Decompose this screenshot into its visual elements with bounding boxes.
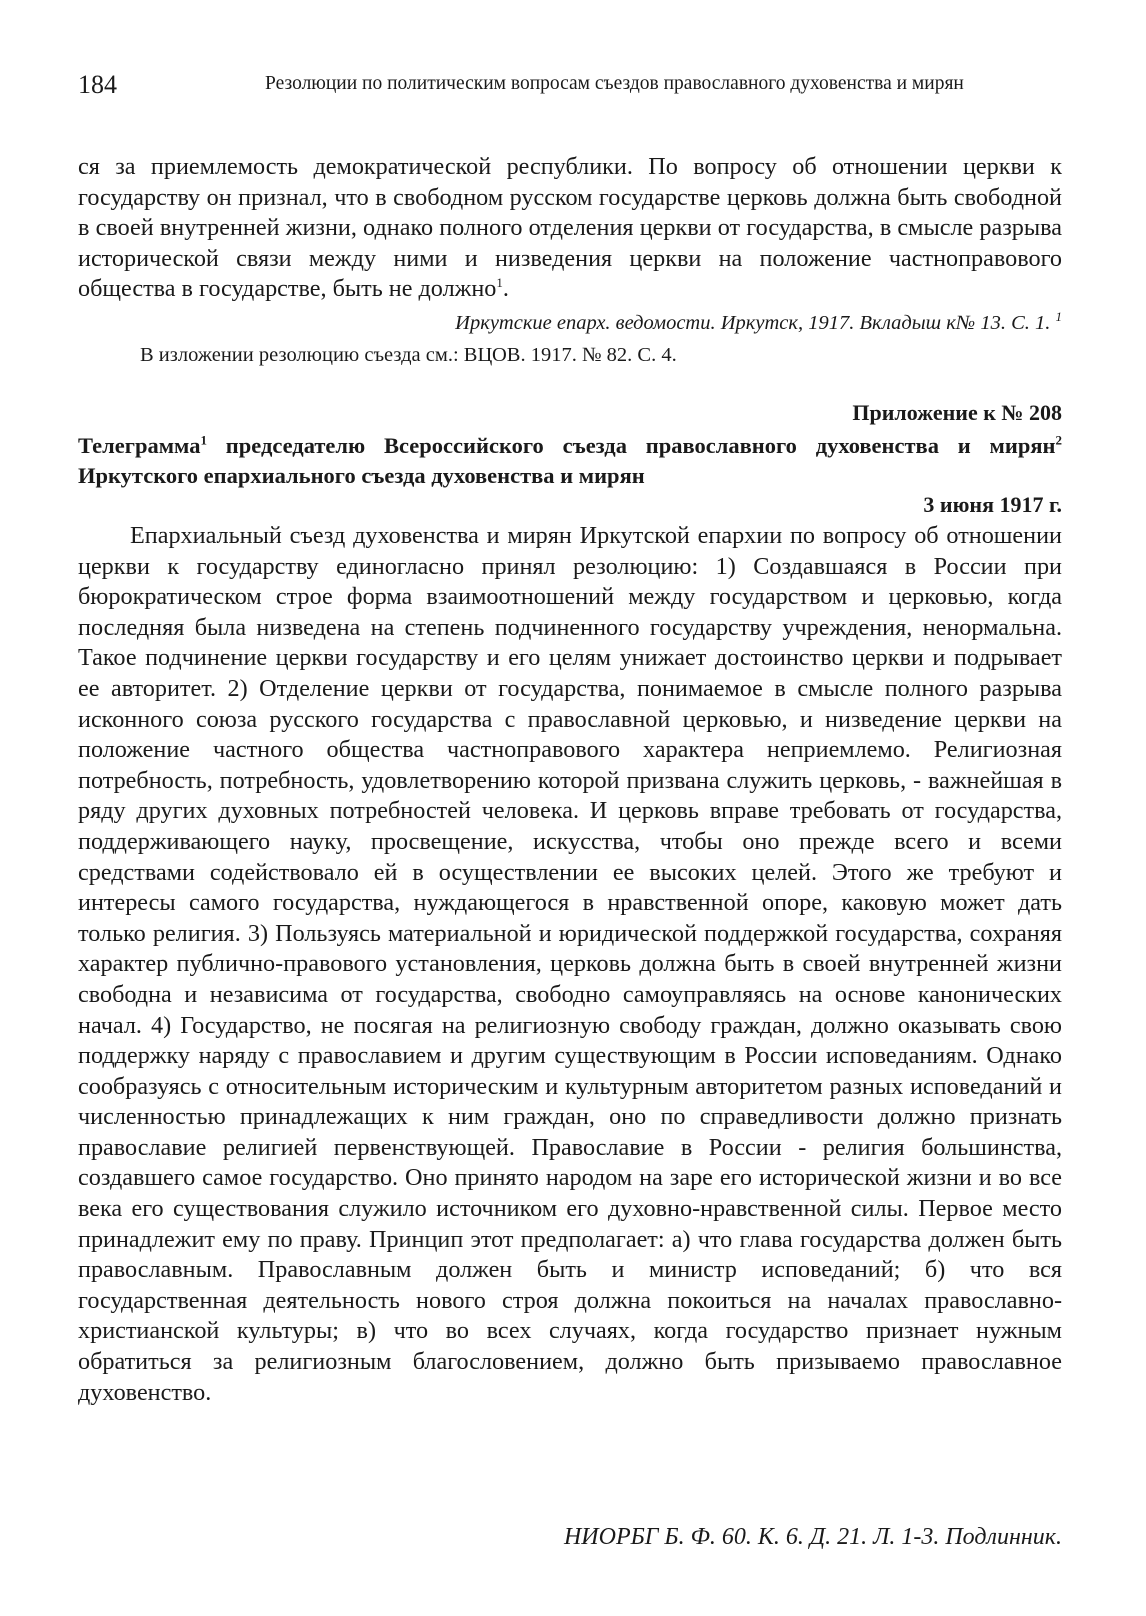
source-citation [455, 309, 1062, 335]
document-date: 3 июня 1917 г. [923, 492, 1062, 517]
footnote-marker: 1 [496, 275, 503, 291]
continuation-paragraph [78, 152, 1062, 305]
document-title [78, 431, 1062, 491]
source-footnote-marker: 1 [1055, 309, 1062, 325]
appendix-label: Приложение к № 208 [852, 400, 1062, 425]
continuation-end: . [502, 275, 509, 303]
continuation-text: ся за приемлемость демократической республики. По вопросу об отношении церкви к государству он признал, что в свободном русском государстве церковь должна быть свободной в своей внутренней жизни, однако полного отделения церкви от государства, в смысле разрыва исторической связи между ними и низведения церкви на положение частноправового общества в государстве, быть не должно [78, 153, 1062, 303]
body-paragraph: Епархиальный съезд духовенства и мирян Иркутской епархии по вопросу об отношении церкви к государству единогласно принял резолюцию: 1) Создавшаяся в России при бюрократическом строе форма взаимоотношений между государством и церковью, когда последняя была низведена на степень подчиненного государству учреждения, ненормальна. Такое подчинение церкви государству и его целям унижает достоинство церкви и подрывает ее авторитет. 2) Отделение церкви от государства, понимаемое в смысле полного разрыва исконного союза русского государства с православной церковью, и низведение церкви на положение частного общества частноправового характера неприемлемо. Религиозная потребность, потребность, удовлетворению которой призвана служить церковь, - важнейшая в ряду других духовных потребностей человека. И церковь вправе требовать от государства, поддерживающего науку, просвещение, искусства, чтобы оно прежде всего и всеми средствами содействовало ей в осуществлении ее высоких целей. Этого же требуют и интересы самого государства, нуждающегося в нравственной опоре, каковую может дать только религия. 3) Пользуясь материальной и юридической поддержкой государства, сохраняя характер публично-правового установления, церковь должна быть в своей внутренней жизни свободна и независима от государства, свободно самоуправляясь на основе канонических начал. 4) Государство, не посягая на религиозную свободу граждан, должно оказывать свою поддержку наряду с православием и другим существующим в России исповеданиям. Однако сообразуясь с относительным историческим и культурным авторитетом разных исповеданий и численностью принадлежащих к ним граждан, оно по справедливости должно признать православие религией первенствующей. Православие в России - религия большинства, создавшего самое государство. Оно принято народом на заре его исторической жизни и во все века его существования служило источником его духовно-нравственной силы. Первое место принадлежит ему по праву. Принцип этот предполагает: а) что глава государства должен быть православным. Православным должен быть и министр исповеданий; б) что вся государственная деятельность нового строя должна покоиться на началах православно-христианской культуры; в) что во всех случаях, когда государство признает нужным обратиться за религиозным благословением, должно быть призываемо православное духовенство. [78, 522, 1062, 1406]
title-footnote-1: 1 [200, 432, 207, 448]
title-part-2: председателю Всероссийского съезда православного духовенства и мирян [206, 433, 1056, 458]
title-part-3: Иркутского епархиального съезда духовенства и мирян [78, 463, 645, 488]
source-citation-text: Иркутские епарх. ведомости. Иркутск, 1917. Вкладыш к№ 13. С. 1. [455, 312, 1051, 334]
archive-reference: НИОРБГ Б. Ф. 60. К. 6. Д. 21. Л. 1-3. Подлинник. [563, 1524, 1062, 1550]
running-header: Резолюции по политическим вопросам съездов православного духовенства и мирян [265, 73, 964, 94]
page-number: 184 [78, 70, 117, 99]
title-part-1: Телеграмма [78, 433, 201, 458]
source-note: В изложении резолюцию съезда см.: ВЦОВ. 1917. № 82. С. 4. [140, 344, 677, 366]
title-footnote-2: 2 [1055, 432, 1062, 448]
